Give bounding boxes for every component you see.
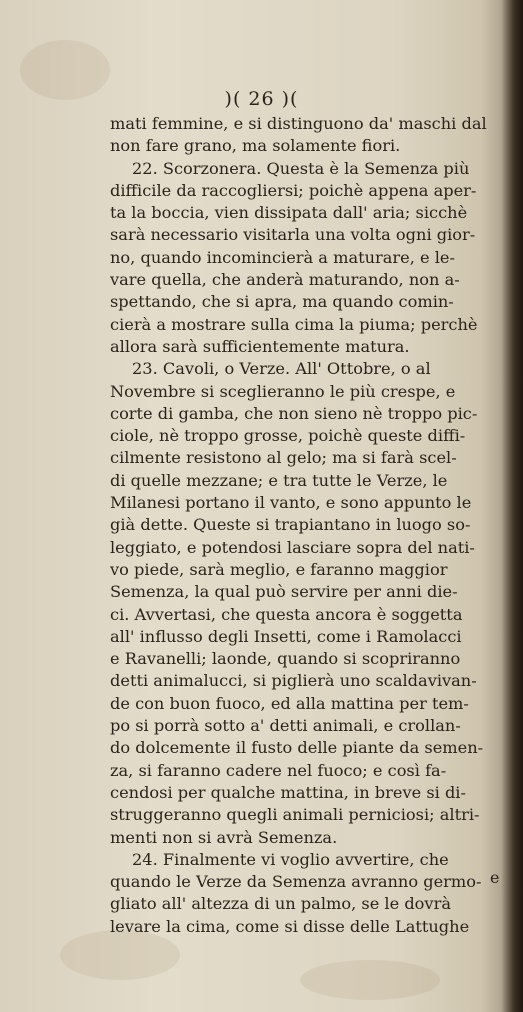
- text-line: cendosi per qualche mattina, in breve si di-: [110, 782, 466, 802]
- text-line: ciole, nè troppo grosse, poichè queste diffi-: [110, 426, 466, 446]
- text-line: po si porrà sotto a' detti animali, e crollan-: [110, 716, 461, 736]
- text-line: no, quando incomincierà a maturare, e le-: [110, 247, 455, 267]
- text-line: detti animalucci, si piglierà uno scaldavivan-: [110, 671, 477, 691]
- text-line: Semenza, la qual può servire per anni die-: [110, 582, 458, 602]
- text-line: di quelle mezzane; e tra tutte le Verze, le: [110, 470, 448, 490]
- text-line: de con buon fuoco, ed alla mattina per tem-: [110, 693, 469, 713]
- page-number: )( 26 )(: [224, 88, 299, 110]
- text-line: cierà a mostrare sulla cima la piuma; perchè: [110, 314, 478, 334]
- body-text: [110, 113, 508, 938]
- text-line: corte di gamba, che non sieno nè troppo pic-: [110, 403, 478, 423]
- text-line: menti non si avrà Semenza.: [110, 827, 338, 847]
- text-line: difficile da raccogliersi; poichè appena aper-: [110, 180, 477, 200]
- text-line: leggiato, e potendosi lasciare sopra del nati-: [110, 537, 475, 557]
- text-line: za, si faranno cadere nel fuoco; e così fa-: [110, 760, 447, 780]
- text-line: allora sarà sufficientemente matura.: [110, 336, 410, 356]
- text-line: vo piede, sarà meglio, e faranno maggior: [110, 559, 448, 579]
- text-line: 24. Finalmente vi voglio avvertire, che: [132, 849, 449, 869]
- text-line: Milanesi portano il vanto, e sono appunto le: [110, 493, 472, 513]
- text-line: non fare grano, ma solamente fiori.: [110, 136, 401, 156]
- text-line: quando le Verze da Semenza avranno germo-: [110, 872, 482, 892]
- text-line: cilmente resistono al gelo; ma si farà scel-: [110, 448, 457, 468]
- text-line: Novembre si sceglieranno le più crespe, e: [110, 381, 456, 401]
- text-line: e Ravanelli; laonde, quando si scopriranno: [110, 649, 461, 669]
- text-line: spettando, che si apra, ma quando comin-: [110, 292, 454, 312]
- text-line: mati femmine, e si distinguono da' maschi dal: [110, 114, 487, 133]
- text-line: gliato all' altezza di un palmo, se le dovrà: [110, 894, 451, 914]
- text-line: 22. Scorzonera. Questa è la Semenza più: [132, 158, 470, 178]
- text-line: vare quella, che anderà maturando, non a-: [110, 270, 460, 290]
- text-line: do dolcemente il fusto delle piante da semen-: [110, 738, 484, 758]
- text-line: già dette. Queste si trapiantano in luogo so-: [110, 515, 471, 535]
- text-line: all' influsso degli Insetti, come i Ramolacci: [110, 626, 462, 646]
- text-line: 23. Cavoli, o Verze. All' Ottobre, o al: [132, 359, 431, 379]
- catchword: e: [490, 868, 500, 887]
- paper-stain: [300, 960, 440, 1000]
- text-line: ci. Avvertasi, che questa ancora è soggetta: [110, 604, 463, 624]
- text-line: ta la boccia, vien dissipata dall' aria; sicchè: [110, 203, 468, 223]
- text-line: sarà necessario visitarla una volta ogni gior-: [110, 225, 476, 245]
- text-line: levare la cima, come si disse delle Lattughe: [110, 916, 470, 936]
- book-spine-shadow: [501, 0, 523, 1012]
- text-line: struggeranno quegli animali perniciosi; altri-: [110, 805, 480, 825]
